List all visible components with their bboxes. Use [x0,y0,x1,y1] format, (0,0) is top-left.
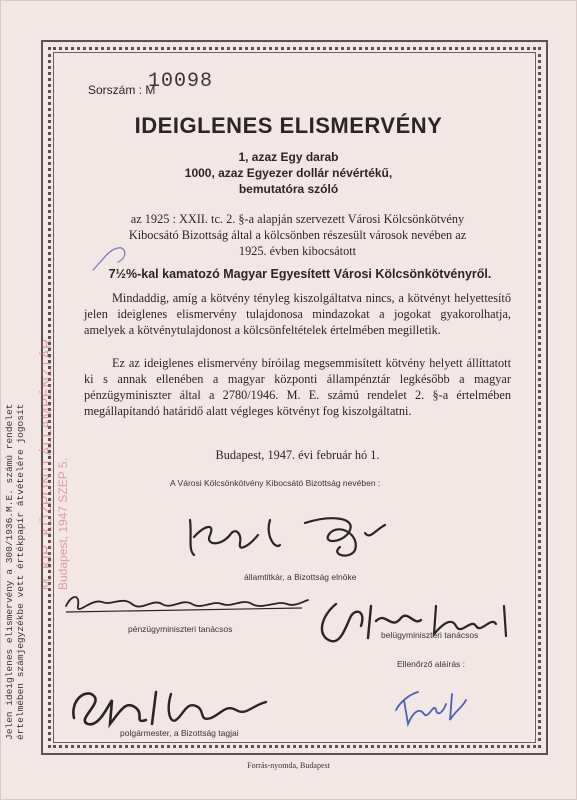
pencil-mark [88,240,138,280]
paragraph-1: Mindaddig, amíg a kötvény tényleg kiszolgáltatva nincs, a kötvényt helyettesítő jelen ideiglenes elismervény tulajdonosa mindazokat a jogokat gyakorolhatja, amelyek a kötvénytulajdonost a kölcsönfeltételek értelmében megilletik. [84,291,511,337]
side-note-line-1: Jelen ideiglenes elismervény a 300/1936.M.E. számú rendelet [4,403,15,740]
treasury-stamp [38,290,70,590]
subtitle-line-1: 1, azaz Egy darab [238,150,339,164]
signature-finance-counsel [62,588,312,620]
committee-line: A Városi Kölcsönkötvény Kibocsátó Bizottság nevében : [170,478,381,488]
signature-controller [390,680,470,730]
side-note-line-2: értelmében számjegyzékbe vett értékpapír átvételére jogosít [15,403,26,740]
serial-number: 10098 [148,70,214,93]
mayor-role: polgármester, a Bizottság tagjai [120,728,239,738]
paragraph-2: Ez az ideiglenes elismervény bíróilag megsemmisített kötvény helyett állíttatott ki s annak ellenében a magyar központi állampénztár legkésőbb a magyar pénzügyminiszter által a 2780/1946. M. E. számú rendelet 2. §-a értelmében megállapítandó határidő alatt végleges kötvényt fog kiszolgáltatni. [84,356,511,418]
president-role: államtitkár, a Bizottság elnöke [244,572,357,582]
stamp-line-1: M. KIR. KÖZPONTI ÁLLAMPÉNZTÁR [38,338,54,590]
stamp-line-2: Budapest, 1947 SZEP 5. [56,458,70,590]
loan-title: 7½%-kal kamatozó Magyar Egyesített Városi Kölcsönkötvényről. [108,267,492,281]
place-date: Budapest, 1947. évi február hó 1. [215,448,380,462]
intro-line-3: 1925. évben kibocsátott [238,244,357,258]
signature-mayor [66,680,276,730]
intro-line-2: Kibocsátó Bizottság által a kölcsönben részesült városok nevében az [128,228,467,242]
serial-label: Sorszám : M [88,83,156,97]
controller-label: Ellenőrző aláírás : [397,659,466,669]
intro-line-1: az 1925 : XXII. tc. 2. §-a alapján szervezett Városi Kölcsönkötvény [130,212,465,226]
side-note [4,180,26,740]
interior-counsel-role: belügyminiszteri tanácsos [381,630,479,640]
document-title: IDEIGLENES ELISMERVÉNY [134,113,443,138]
signature-president [180,505,390,565]
printer-line: Forrás-nyomda, Budapest [247,761,330,770]
finance-counsel-role: pénzügyminiszteri tanácsos [128,624,233,634]
subtitle-line-3: bemutatóra szóló [238,182,339,196]
subtitle-line-2: 1000, azaz Egyezer dollár névértékű, [184,166,393,180]
